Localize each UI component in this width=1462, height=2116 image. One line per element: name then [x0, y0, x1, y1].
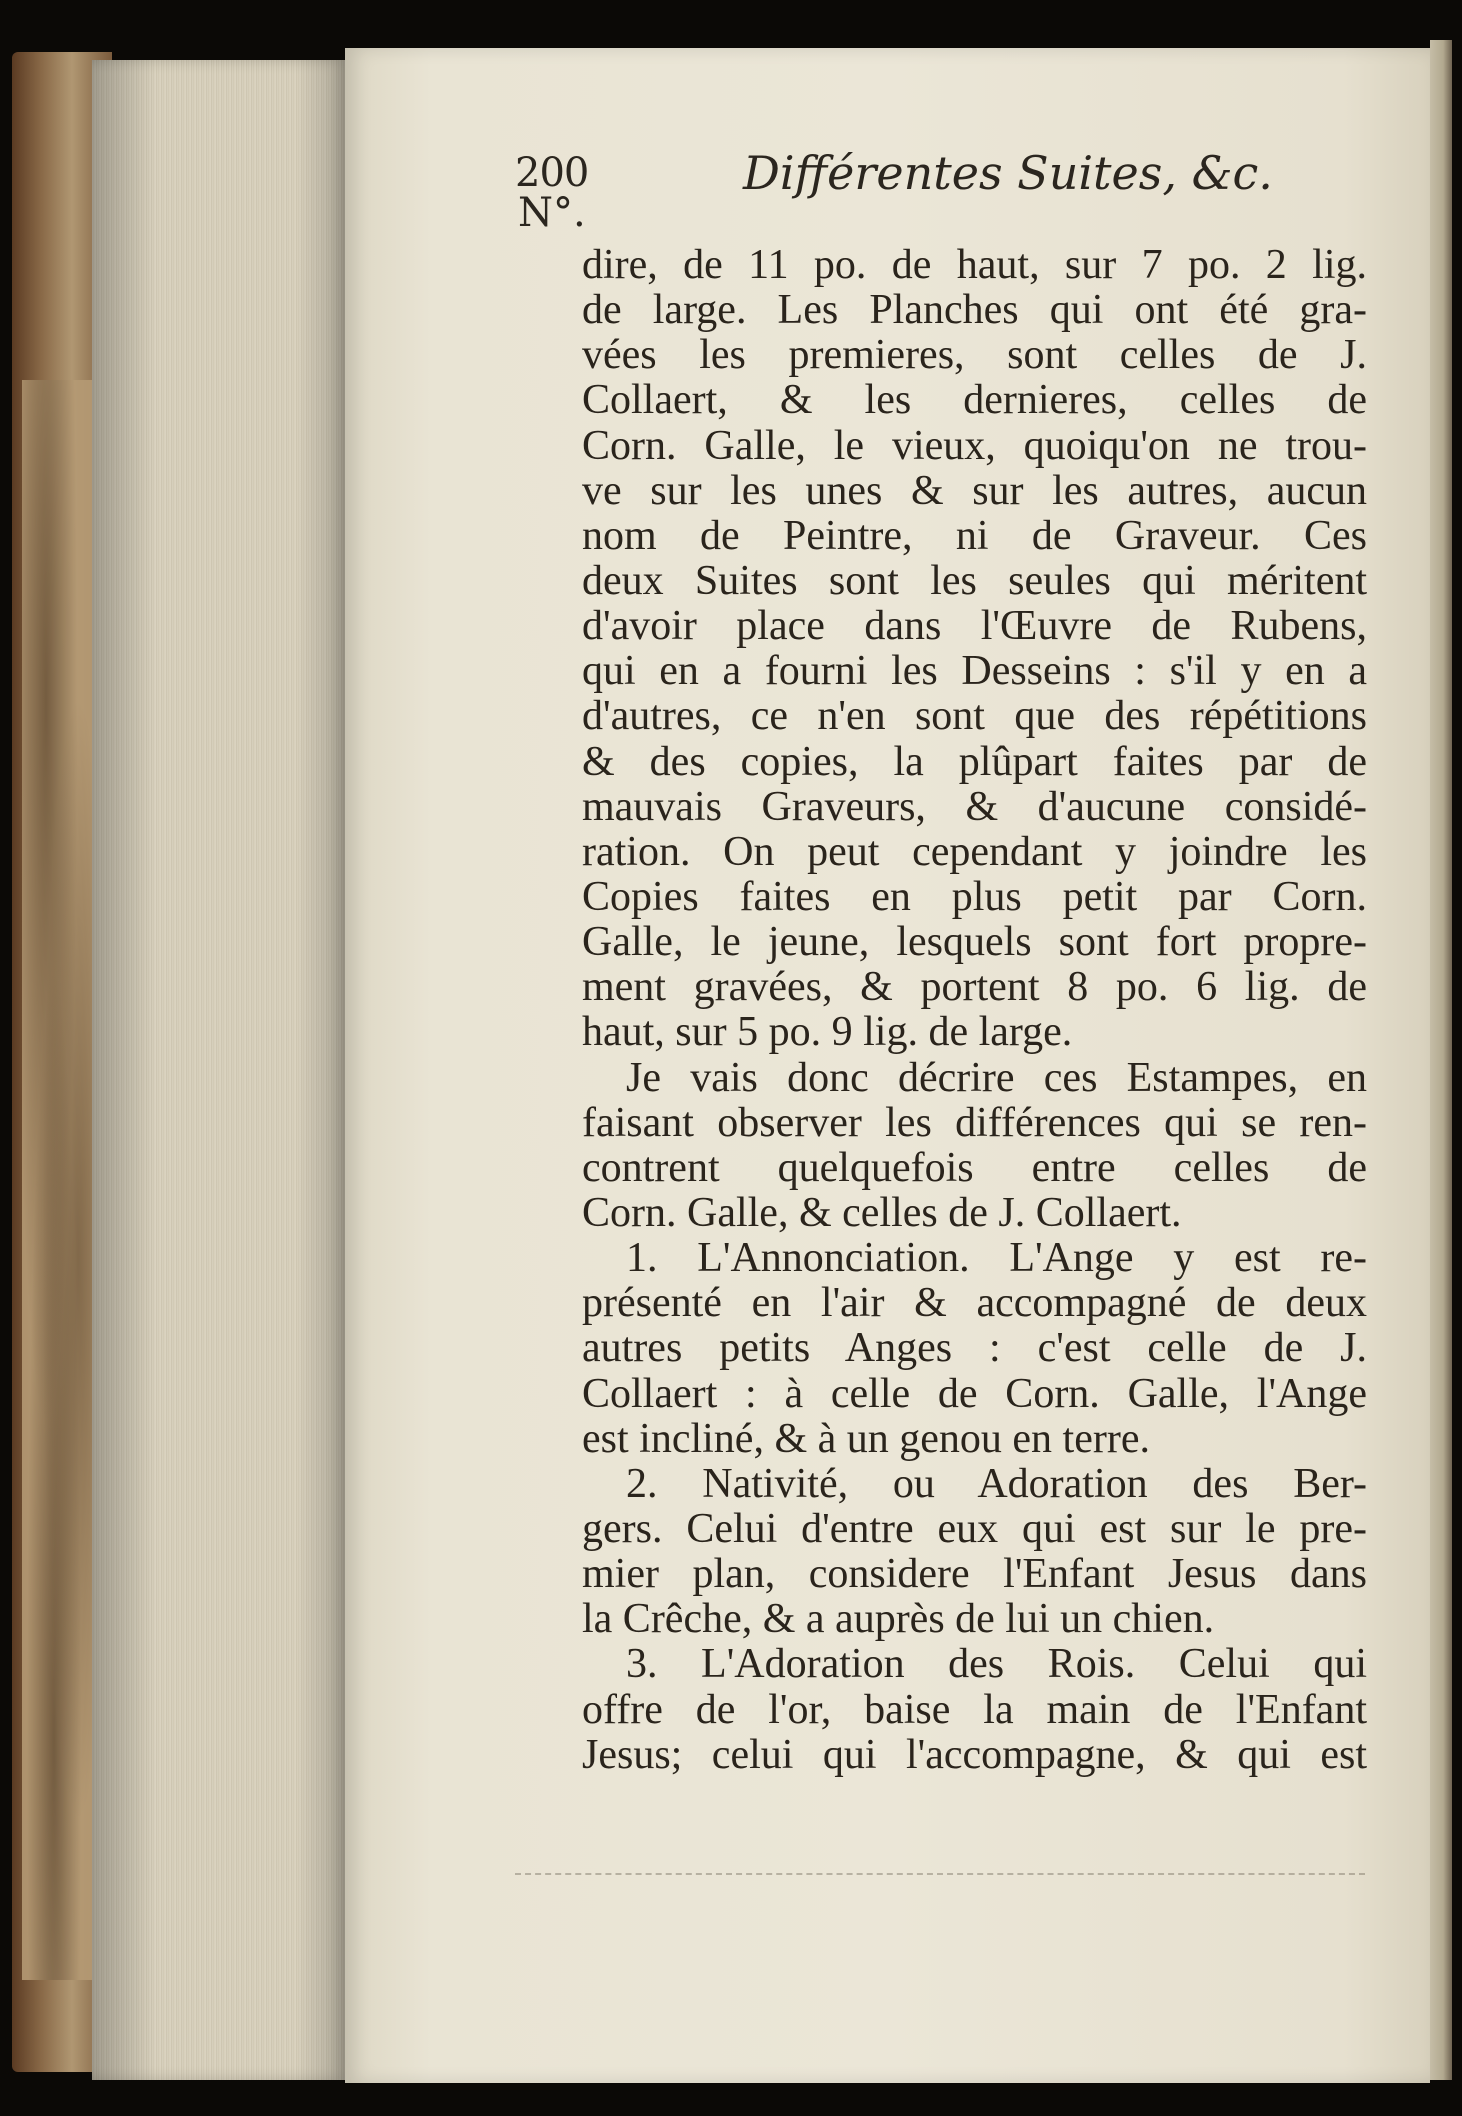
text-line: qui en a fourni les Desseins : s'il y en a — [582, 648, 1367, 695]
text-line: 1. L'Annonciation. L'Ange y est re- — [626, 1235, 1367, 1282]
body-text — [582, 243, 1367, 1778]
text-line: 3. L'Adoration des Rois. Celui qui — [626, 1641, 1367, 1688]
text-line: & des copies, la plûpart faites par de — [582, 738, 1367, 785]
page-bottom-rule — [515, 1873, 1365, 1875]
text-line: Corn. Galle, & celles de J. Collaert. — [582, 1189, 1182, 1236]
text-line: deux Suites sont les seules qui méritent — [582, 557, 1367, 604]
text-line: vées les premieres, sont celles de J. — [582, 332, 1367, 379]
text-line: de large. Les Planches qui ont été gra- — [582, 287, 1367, 334]
text-line: faisant observer les différences qui se ren- — [582, 1099, 1367, 1146]
page-number: 200 — [515, 150, 589, 196]
text-line: Collaert : à celle de Corn. Galle, l'Ange — [582, 1370, 1367, 1417]
text-line: dire, de 11 po. de haut, sur 7 po. 2 lig. — [582, 242, 1367, 288]
text-line: d'autres, ce n'en sont que des répétitions — [582, 693, 1367, 740]
text-line: nom de Peintre, ni de Graveur. Ces — [582, 512, 1367, 559]
text-line: offre de l'or, baise la main de l'Enfant — [582, 1686, 1367, 1733]
page-header — [515, 138, 1385, 198]
text-line: Corn. Galle, le vieux, quoiqu'on ne trou- — [582, 422, 1367, 469]
text-line: est incliné, & à un genou en terre. — [582, 1415, 1150, 1462]
text-line: Copies faites en plus petit par Corn. — [582, 873, 1367, 920]
text-line: gers. Celui d'entre eux qui est sur le pre- — [582, 1505, 1367, 1552]
text-line: autres petits Anges : c'est celle de J. — [582, 1325, 1367, 1372]
text-line: haut, sur 5 po. 9 lig. de large. — [582, 1009, 1073, 1056]
right-page-edge — [1430, 40, 1452, 2080]
text-line: ment gravées, & portent 8 po. 6 lig. de — [582, 964, 1367, 1011]
text-line: Jesus; celui qui l'accompagne, & qui est — [582, 1731, 1367, 1778]
text-line: Galle, le jeune, lesquels sont fort propre- — [582, 919, 1367, 966]
number-marker: N°. — [518, 190, 586, 236]
text-line: 2. Nativité, ou Adoration des Ber- — [626, 1460, 1367, 1507]
page-edges-shadow — [92, 60, 347, 2080]
text-line: mauvais Graveurs, & d'aucune considé- — [582, 783, 1367, 830]
marbled-cover-pattern — [22, 380, 102, 1980]
text-line: ration. On peut cependant y joindre les — [582, 828, 1367, 875]
running-title: Différentes Suites, &c. — [743, 146, 1273, 200]
text-line: contrent quelquefois entre celles de — [582, 1144, 1367, 1191]
text-line: ve sur les unes & sur les autres, aucun — [582, 467, 1367, 514]
text-line: mier plan, considere l'Enfant Jesus dans — [582, 1551, 1367, 1598]
text-line: la Crêche, & a auprès de lui un chien. — [582, 1596, 1215, 1643]
text-line: Je vais donc décrire ces Estampes, en — [626, 1054, 1367, 1101]
text-line: d'avoir place dans l'Œuvre de Rubens, — [582, 603, 1367, 650]
text-line: Collaert, & les dernieres, celles de — [582, 377, 1367, 424]
text-line: présenté en l'air & accompagné de deux — [582, 1280, 1367, 1327]
